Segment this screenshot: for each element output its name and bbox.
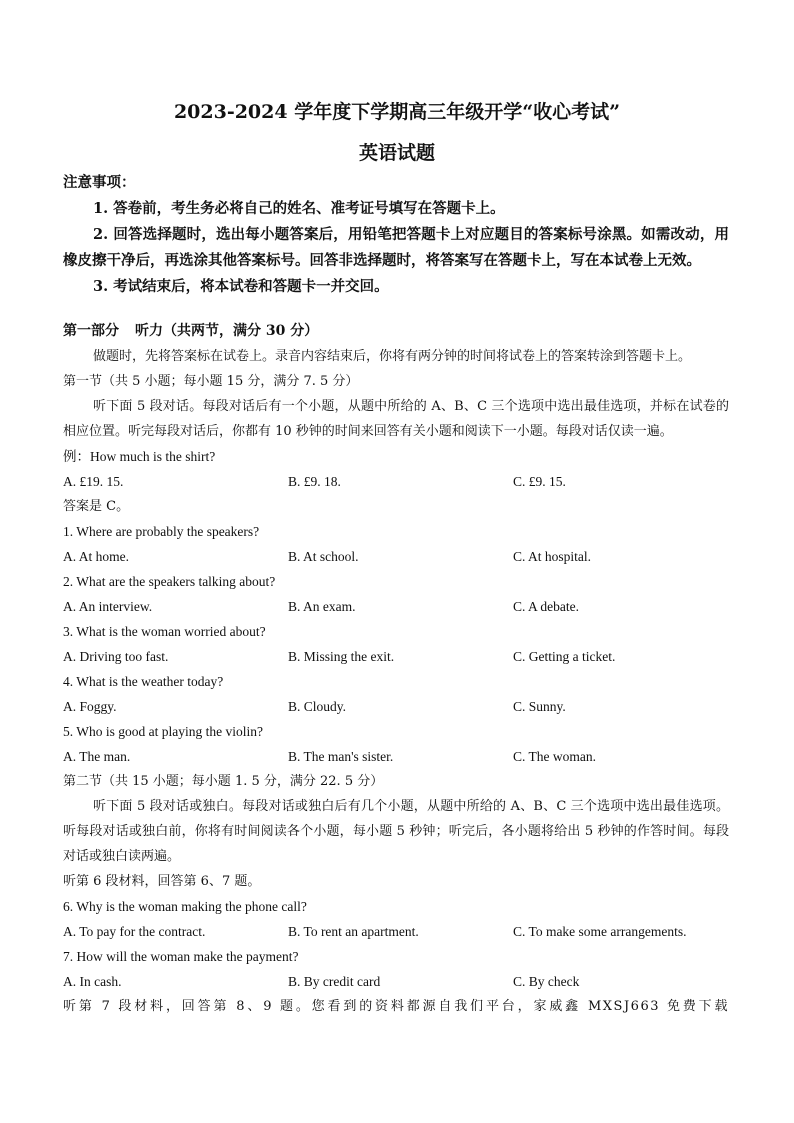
option-b: B. Cloudy. xyxy=(288,699,347,714)
question-7: 7. How will the woman make the payment? xyxy=(63,949,299,964)
note-item-3: 3. 考试结束后，将本试卷和答题卡一并交回。 xyxy=(93,278,389,295)
exam-subtitle: 英语试题 xyxy=(358,142,435,164)
question-2: 2. What are the speakers talking about? xyxy=(63,574,276,589)
option-c: C. Sunny. xyxy=(513,699,566,714)
option-a: A. The man. xyxy=(63,749,131,764)
material-7-heading: 听第 7 段材料，回答第 8、9 题。您看到的资料都源自我们平台，家威鑫 MXSJ663 免费下载 xyxy=(63,999,729,1014)
section1-heading: 第一节（共 5 小题；每小题 15 分，满分 7. 5 分） xyxy=(63,374,359,389)
part1-intro: 做题时，先将答案标在试卷上。录音内容结束后，你将有两分钟的时间将试卷上的答案转涂到答题卡上。 xyxy=(93,349,692,364)
question-6-options xyxy=(63,919,729,944)
option-c: C. Getting a ticket. xyxy=(513,649,616,664)
question-3: 3. What is the woman worried about? xyxy=(63,624,266,639)
question-5: 5. Who is good at playing the violin? xyxy=(63,724,263,739)
option-a: A. At home. xyxy=(63,549,129,564)
question-7-options xyxy=(63,969,729,994)
example-options xyxy=(63,469,729,494)
option-c: C. By check xyxy=(513,974,580,989)
option-a: A. Foggy. xyxy=(63,699,117,714)
question-3-options xyxy=(63,644,729,669)
part1-block xyxy=(63,319,729,1019)
section1-instructions: 听下面 5 段对话。每段对话后有一个小题，从题中所给的 A、B、C 三个选项中选出最佳选项，并标在试卷的相应位置。听完每段对话后，你都有 10 秒钟的时间来回答有关小题和阅读下一小题。每段对话仅读一遍。 xyxy=(63,399,729,439)
option-a: A. Driving too fast. xyxy=(63,649,169,664)
question-4-options xyxy=(63,694,729,719)
option-b: B. The man's sister. xyxy=(288,749,394,764)
question-2-options xyxy=(63,594,729,619)
part1-heading xyxy=(63,319,729,344)
option-c: C. To make some arrangements. xyxy=(513,924,687,939)
option-c: C. £9. 15. xyxy=(513,474,566,489)
option-a: A. £19. 15. xyxy=(63,474,124,489)
question-5-options xyxy=(63,744,729,769)
option-b: B. An exam. xyxy=(288,599,356,614)
option-c: C. The woman. xyxy=(513,749,596,764)
material-6-heading: 听第 6 段材料，回答第 6、7 题。 xyxy=(63,874,261,889)
question-1: 1. Where are probably the speakers? xyxy=(63,524,260,539)
option-b: B. Missing the exit. xyxy=(288,649,395,664)
option-b: B. By credit card xyxy=(288,974,381,989)
part1-heading-title: 听力（共两节，满分 30 分） xyxy=(135,323,319,339)
notes-heading: 注意事项： xyxy=(63,174,136,191)
option-a: A. In cash. xyxy=(63,974,122,989)
section2-instructions: 听下面 5 段对话或独白。每段对话或独白后有几个小题，从题中所给的 A、B、C 三个选项中选出最佳选项。听每段对话或独白前，你将有时间阅读各个小题，每小题 5 秒钟；听完后，各小题将给出 5 秒钟的作答时间。每段对话或独白读两遍。 xyxy=(63,799,729,864)
note-item-1: 1. 答卷前，考生务必将自己的姓名、准考证号填写在答题卡上。 xyxy=(93,200,505,217)
part1-heading-label: 第一部分 xyxy=(63,323,119,339)
exam-title: 2023-2024 学年度下学期高三年级开学“收心考试” xyxy=(173,101,621,123)
option-b: B. At school. xyxy=(288,549,359,564)
question-6: 6. Why is the woman making the phone call? xyxy=(63,899,307,914)
example-answer: 答案是 C。 xyxy=(63,499,130,514)
question-1-options xyxy=(63,544,729,569)
option-c: C. At hospital. xyxy=(513,549,592,564)
notes-block xyxy=(63,170,729,300)
option-a: A. To pay for the contract. xyxy=(63,924,206,939)
note-item-2: 2. 回答选择题时，选出每小题答案后，用铅笔把答题卡上对应题目的答案标号涂黑。如需改动，用橡皮擦干净后，再选涂其他答案标号。回答非选择题时，将答案写在答题卡上，写在本试卷上无效。 xyxy=(63,226,729,269)
option-a: A. An interview. xyxy=(63,599,153,614)
option-b: B. £9. 18. xyxy=(288,474,341,489)
option-c: C. A debate. xyxy=(513,599,579,614)
section2-heading: 第二节（共 15 小题；每小题 1. 5 分，满分 22. 5 分） xyxy=(63,774,384,789)
question-4: 4. What is the weather today? xyxy=(63,674,224,689)
option-b: B. To rent an apartment. xyxy=(288,924,419,939)
example-question: 例：How much is the shirt? xyxy=(63,449,216,464)
